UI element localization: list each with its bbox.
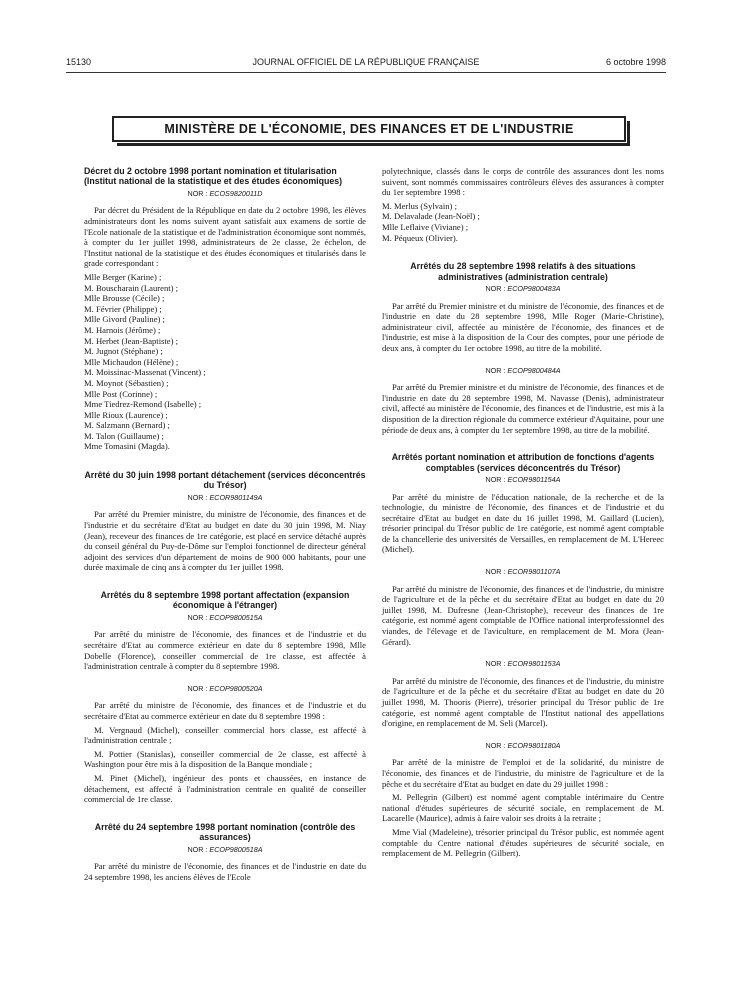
nor-reference: NOR : ECOR9801153A [485, 659, 561, 669]
journal-title: JOURNAL OFFICIEL DE LA RÉPUBLIQUE FRANÇAISE [252, 57, 480, 67]
list-item: Mme Tomasini (Magda). [84, 441, 170, 452]
paragraph: M. Pellegrin (Gilbert) est nommé agent comptable intérimaire du Centre national d'études supérieures de sécurité sociale, en remplacement de M. Lacarelle (Maurice), admis à faire valoir ses droits à la retraite ; [382, 792, 664, 824]
paragraph: Par arrêté du ministre de l'économie, des finances et de l'industrie et du secrétaire d'Etat au commerce extérieur en date du 8 septembre 1998, Mlle Dobelle (Florence), conseiller commercial de 1re classe, est affectée à l'administration centrale à compter du 8 septembre 1998. [84, 629, 366, 672]
nor-reference: NOR : ECOP9800484A [485, 365, 561, 375]
left-column [84, 166, 366, 885]
list-item: M. Moissinac-Massenat (Vincent) ; [84, 367, 206, 378]
paragraph: Par décret du Président de la République en date du 2 octobre 1998, les élèves administrateurs dont les noms suivent ayant satisfait aux examens de sortie de l'Ecole nationale de la statistique et de l'administration économique sont nommés, à compter du 1er juillet 1998, administrateurs de 2e classe, 2e échelon, de l'Institut national de la statistique et des études économiques et titularisés dans le grade correspondant : [84, 205, 366, 269]
list-item: M. Péqueux (Olivier). [382, 232, 458, 243]
page-header [66, 57, 666, 71]
nor-reference: NOR : ECOR9801180A [485, 740, 561, 750]
name-list [382, 201, 664, 243]
list-item: M. Salzmann (Bernard) ; [84, 420, 170, 431]
page-number: 15130 [66, 57, 92, 67]
nor-reference: NOR : ECOS9820011D [187, 188, 263, 198]
paragraph: Par arrêté du ministre de l'économie, des finances et de l'industrie, du ministre de l'agriculture et de la pêche et du secrétaire d'Etat au budget en date du 20 juillet 1998, M. Dufresne (Jean-Christophe), receveur des finances de 1re catégorie, est nommé agent comptable de l'Office national interprofessionnel des viandes, de l'élevage et de l'aviculture, en remplacement de M. Mora (Jean-Gérard). [382, 583, 664, 647]
section-title: Arrêtés du 28 septembre 1998 relatifs à des situations administratives (administration centrale) [410, 261, 636, 282]
section-title: Arrêtés portant nomination et attribution de fonctions d'agents comptables (services déconcentrés du Trésor) [391, 452, 655, 473]
list-item: M. Bouscharain (Laurent) ; [84, 282, 179, 293]
list-item: Mlle Post (Corinne) ; [84, 388, 158, 399]
nor-reference: NOR : ECOR9801107A [485, 567, 561, 577]
list-item: Mlle Brousse (Cécile) ; [84, 293, 165, 304]
section-title: Arrêté du 24 septembre 1998 portant nomination (contrôle des assurances) [94, 821, 356, 843]
header-rule [66, 72, 666, 73]
list-item: Mlle Michaudon (Hélène) ; [84, 356, 179, 367]
section-title: Décret du 2 octobre 1998 portant nomination et titularisation (Institut national de la statistique et des études économiques) [84, 166, 343, 187]
section-title: Arrêtés du 8 septembre 1998 portant affectation (expansion économique à l'étranger) [100, 590, 350, 611]
list-item: Mlle Berger (Karine) ; [84, 271, 162, 282]
paragraph: M. Pinet (Michel), ingénieur des ponts et chaussées, en instance de détachement, est affecté à l'administration centrale en qualité de conseiller commercial de 1re classe. [84, 772, 366, 805]
paragraph: Par arrêté du ministre de l'économie, des finances et de l'industrie en date du 24 septembre 1998, les anciens élèves de l'Ecole [84, 861, 366, 882]
nor-reference: NOR : ECOR9801149A [187, 492, 263, 502]
paragraph: Par arrêté du Premier ministre et du ministre de l'économie, des finances et de l'industrie en date du 28 septembre 1998, M. Navasse (Denis), administrateur civil, affecté au ministère de l'économie, des finances et de l'industrie, est mis à la disposition de la direction régionale du commerce extérieur d'Aquitaine, pour une période de deux ans, à compter du 1er septembre 1998, au titre de la mobilité. [382, 382, 664, 435]
list-item: M. Delavalade (Jean-Noël) ; [382, 211, 480, 222]
nor-reference: NOR : ECOP9800483A [485, 283, 561, 293]
paragraph: Par arrêté du Premier ministre et du ministre de l'économie, des finances et de l'industrie en date du 28 septembre 1998, Mlle Roger (Marie-Christine), administrateur civil, affectée au ministère de l'économie, des finances et de l'industrie, est mise à la disposition de la Cour des comptes, pour une période de deux ans, à compter du 1er octobre 1998, au titre de la mobilité. [382, 300, 664, 353]
paragraph: Par arrêté du ministre de l'éducation nationale, de la recherche et de la technologie, du ministre de l'économie, des finances et de l'industrie et du secrétaire d'Etat au budget en date du 16 juillet 1998, M. Gaillard (Lucien), trésorier principal du Trésor public de 1re catégorie, est nommé agent comptable de la chancellerie des universités de Versailles, en remplacement de M. L'Hereec (Michel). [382, 491, 664, 555]
list-item: Mlle Rioux (Laurence) ; [84, 409, 168, 420]
list-item: M. Herbet (Jean-Baptiste) ; [84, 335, 179, 346]
section-title: Arrêté du 30 juin 1998 portant détachement (services déconcentrés du Trésor) [84, 470, 366, 491]
list-item: Mlle Givord (Pauline) ; [84, 314, 165, 325]
nor-reference: NOR : ECOR9801154A [485, 474, 561, 484]
right-column [382, 166, 664, 862]
list-item: Mlle Leflaive (Viviane) ; [382, 221, 469, 232]
list-item: Mme Tiedrez-Remond (Isabelle) ; [84, 399, 202, 410]
ministry-title: MINISTÈRE DE L'ÉCONOMIE, DES FINANCES ET DE L'INDUSTRIE [112, 116, 626, 142]
paragraph: polytechnique, classés dans le corps de contrôle des assurances dont les noms suivent, sont nommés commissaires contrôleurs élèves des assurances à compter du 1er septembre 1998 : [382, 166, 664, 198]
paragraph: M. Vergnaud (Michel), conseiller commercial hors classe, est affecté à l'administration centrale ; [84, 724, 366, 746]
list-item: M. Merlus (Sylvain) ; [382, 200, 457, 211]
nor-reference: NOR : ECOP9800515A [187, 612, 263, 622]
list-item: M. Harnois (Jérôme) ; [84, 324, 161, 335]
list-item: M. Février (Philippe) ; [84, 303, 162, 314]
list-item: M. Jugnot (Stéphane) ; [84, 346, 163, 357]
paragraph: Par arrêté de la ministre de l'emploi et de la solidarité, du ministre de l'économie, des finances et de l'industrie, du ministre de l'agriculture et de la pêche et du secrétaire d'Etat au budget en date du 29 juillet 1998 : [382, 757, 664, 789]
paragraph: M. Pottier (Stanislas), conseiller commercial de 2e classe, est affecté à Washington pour être mis à la disposition de la Banque mondiale ; [84, 748, 366, 770]
list-item: M. Moynot (Sébastien) ; [84, 377, 169, 388]
issue-date: 6 octobre 1998 [605, 57, 666, 67]
paragraph: Par arrêté du ministre de l'économie, des finances et de l'industrie, du ministre de l'agriculture et de la pêche et du secrétaire d'Etat au budget en date du 20 juillet 1998, M. Thooris (Pierre), trésorier principal du Trésor public de 1re catégorie, est nommé agent comptable de l'Institut national des appellations d'origine, en remplacement de M. Seli (Marcel). [382, 675, 664, 729]
name-list [84, 272, 366, 452]
paragraph: Par arrêté du Premier ministre, du ministre de l'économie, des finances et de l'industrie et du secrétaire d'Etat au budget en date du 30 juin 1998, M. Niay (Jean), receveur des finances de 1re catégorie, est placé en service détaché auprès du conseil général du Puy-de-Dôme sur l'emploi fonctionnel de directeur général adjoint des services d'un département de moins de 900 000 habitants, pour une durée maximale de cinq ans à compter du 1er juillet 1998. [84, 509, 366, 573]
list-item: M. Talon (Guillaume) ; [84, 430, 164, 441]
nor-reference: NOR : ECOP9800520A [187, 683, 263, 693]
paragraph: Mme Vial (Madeleine), trésorier principal du Trésor public, est nommée agent comptable du Centre national d'études supérieures de sécurité sociale, en remplacement de M. Pellegrin (Gilbert). [382, 826, 664, 859]
paragraph: Par arrêté du ministre de l'économie, des finances et de l'industrie et du secrétaire d'Etat au commerce extérieur en date du 8 septembre 1998 : [84, 700, 366, 721]
nor-reference: NOR : ECOP9800518A [187, 844, 263, 854]
